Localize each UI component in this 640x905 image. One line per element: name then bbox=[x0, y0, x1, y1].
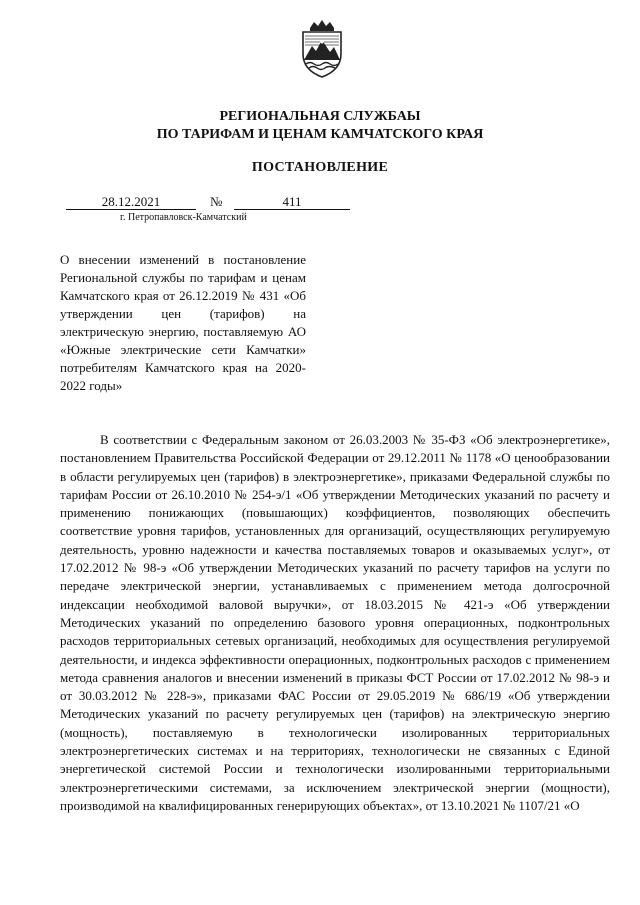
org-name-line1: РЕГИОНАЛЬНАЯ СЛУЖБАЫ bbox=[219, 109, 421, 124]
date-number-line bbox=[66, 194, 350, 210]
org-name-line2: ПО ТАРИФАМ И ЦЕНАМ КАМЧАТСКОГО КРАЯ bbox=[156, 127, 484, 142]
document-date: 28.12.2021 bbox=[66, 194, 196, 210]
coat-of-arms-icon bbox=[300, 20, 344, 78]
document-subject: О внесении изменений в постановление Региональной службы по тарифам и ценам Камчатского края от 26.12.2019 № 431 «Об утверждении цен (тарифов) на электрическую энергию, поставляемую АО «Южные электрические сети Камчатки» потребителям Камчатского края на 2020-2022 годы» bbox=[60, 252, 306, 393]
city-label: г. Петропавловск-Камчатский bbox=[120, 212, 247, 223]
document-number: 411 bbox=[234, 194, 350, 210]
number-sign: № bbox=[210, 194, 223, 209]
body-paragraph: В соответствии с Федеральным законом от 26.03.2003 № 35-ФЗ «Об электроэнергетике», постановлением Правительства Российской Федерации от 29.12.2011 № 1178 «О ценообразовании в области регулируемых цен (тарифов) в электроэнергетике», приказами Федеральной службы по тарифам России от 26.10.2010 № 254-э/1 «Об утверждении Методических указаний по расчету и применению понижающих (повышающих) коэффициентов, позволяющих обеспечить соответствие уровня тарифов, установленных для организаций, осуществляющих регулируемую деятельность, уровню надежности и качества поставляемых товаров и оказываемых услуг», от 17.02.2012 № 98-э «Об утверждении Методических указаний по расчету тарифов на услуги по передаче электрической энергии, устанавливаемых с применением метода долгосрочной индексации необходимой валовой выручки», от 18.03.2015 № 421-э «Об утверждении Методических указаний по определению базового уровня операционных, подконтрольных расходов территориальных сетевых организаций, необходимых для осуществления регулируемой деятельности, и индекса эффективности операционных, подконтрольных расходов с применением метода сравнения аналогов и внесении изменений в приказы ФСТ России от 17.02.2012 № 98-э и от 30.03.2012 № 228-э», приказами ФАС России от 29.05.2019 № 686/19 «Об утверждении Методических указаний по расчету регулируемых цен (тарифов) на электрическую энергию (мощность), поставляемую в технологически изолированных территориальных электроэнергетических системах и на территориях, технологически не связанных с Единой энергетической системой России и технологически изолированными территориальными электроэнергетическими системами, за исключением электрической энергии (мощности), производимой на квалифицированных генерирующих объектах», от 13.10.2021 № 1107/21 «О bbox=[60, 432, 610, 813]
document-type-title: ПОСТАНОВЛЕНИЕ bbox=[251, 160, 389, 175]
